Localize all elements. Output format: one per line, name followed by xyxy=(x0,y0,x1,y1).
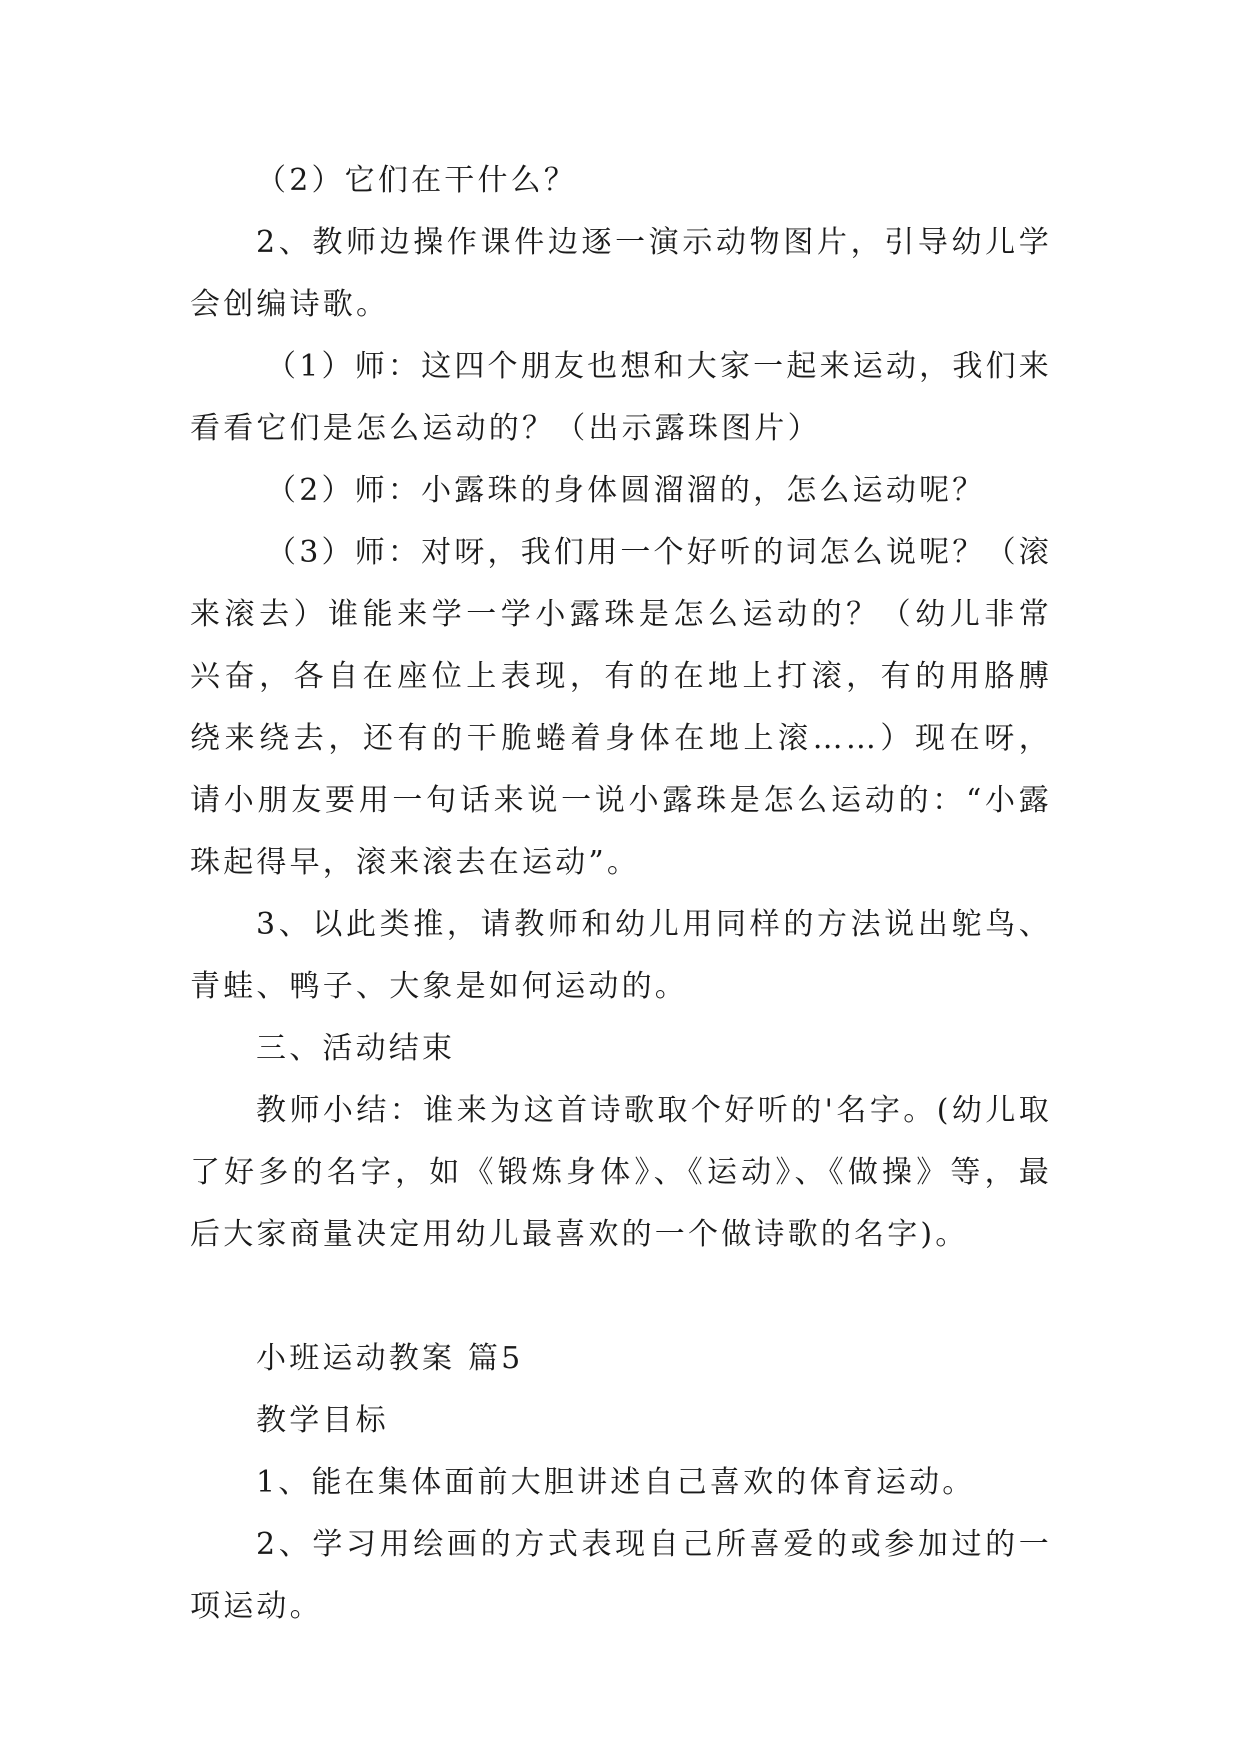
paragraph: 3、以此类推，请教师和幼儿用同样的方法说出鸵鸟、青蛙、鸭子、大象是如何运动的。 xyxy=(190,907,1052,1004)
paragraph: 教师小结：谁来为这首诗歌取个好听的'名字。(幼儿取了好多的名字，如《锻炼身体》、《运动》、《做操》等，最后大家商量决定用幼儿最喜欢的一个做诗歌的名字)。 xyxy=(190,1093,1052,1252)
document-body xyxy=(190,150,1052,1638)
paragraph: （2）师：小露珠的身体圆溜溜的，怎么运动呢？ xyxy=(266,473,986,508)
paragraph: （1）师：这四个朋友也想和大家一起来运动，我们来看看它们是怎么运动的？（出示露珠图片） xyxy=(190,349,1052,446)
paragraph: 2、教师边操作课件边逐一演示动物图片，引导幼儿学会创编诗歌。 xyxy=(190,225,1052,322)
paragraph: （2）它们在干什么？ xyxy=(256,163,578,198)
paragraph: 1、能在集体面前大胆讲述自己喜欢的体育运动。 xyxy=(256,1465,976,1500)
paragraph: 教学目标 xyxy=(256,1403,389,1438)
paragraph: 2、学习用绘画的方式表现自己所喜爱的或参加过的一项运动。 xyxy=(190,1527,1052,1624)
paragraph: 三、活动结束 xyxy=(256,1031,456,1066)
section-gap xyxy=(190,1266,1052,1328)
paragraph: （3）师：对呀，我们用一个好听的词怎么说呢？（滚来滚去）谁能来学一学小露珠是怎么运动的？（幼儿非常兴奋，各自在座位上表现，有的在地上打滚，有的用胳膊绕来绕去，还有的干脆蜷着身体在地上滚……）现在呀，请小朋友要用一句话来说一说小露珠是怎么运动的：“小露珠起得早，滚来滚去在运动”。 xyxy=(190,535,1052,880)
section-title: 小班运动教案 篇5 xyxy=(256,1341,524,1376)
